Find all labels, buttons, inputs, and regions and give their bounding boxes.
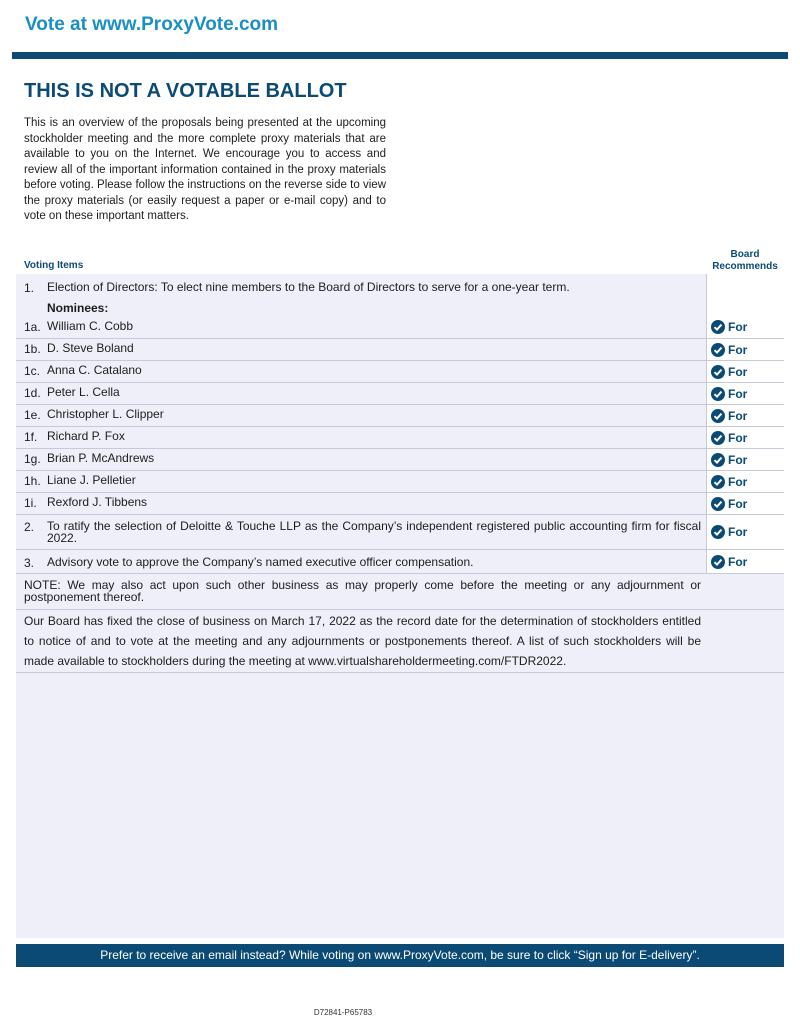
record-date-row [16,610,784,673]
check-circle-icon [711,431,725,445]
header-rule [12,52,788,59]
recommendation-label: For [728,453,748,467]
nominee-number: 1b. [24,342,41,356]
recommendation [711,555,747,569]
recommendation-cell [706,471,784,492]
nominee-number: 1e. [24,408,41,422]
item-1-row [16,274,784,339]
recommendation-cell [706,550,784,573]
voting-items-header: Voting Items [24,260,84,271]
board-header-line2: Recommends [712,261,778,272]
board-recommends-header [706,249,784,273]
e-delivery-banner: Prefer to receive an email instead? While voting on www.ProxyVote.com, be sure to click “Sign up for E-delivery”. [16,944,784,967]
check-circle-icon [711,320,725,334]
recommendation-label: For [728,343,748,357]
nominee-number: 1a. [24,320,41,334]
check-circle-icon [711,453,725,467]
nominee-row [16,383,784,405]
nominee-number: 1c. [24,364,41,378]
intro-paragraph: This is an overview of the proposals being presented at the upcoming stockholder meeting and the more complete proxy materials that are available to you on the Internet. We encourage you to access and review all of the important information contained in the proxy materials before voting. Please follow the instructions on the reverse side to view the proxy materials (or easily request a paper or e-mail copy) and to vote on these important matters. [24,117,386,222]
document-code: D72841-P65783 [313,1008,373,1017]
check-circle-icon [711,555,725,569]
nominee-name: Peter L. Cella [47,385,120,399]
nominee-name: Rexford J. Tibbens [47,495,148,509]
nominee-row [16,339,784,361]
nominee-number: 1g. [24,452,41,466]
recommendation-label: For [728,525,748,539]
check-circle-icon [711,387,725,401]
nominee-name: Richard P. Fox [47,429,125,443]
recommendation [711,365,747,379]
check-circle-icon [711,343,725,357]
recommendation-cell [706,405,784,426]
recommendation-label: For [728,475,748,489]
recommendation-label: For [728,497,748,511]
page-title: THIS IS NOT A VOTABLE BALLOT [24,80,347,102]
item-text: Advisory vote to approve the Company’s named executive officer compensation. [47,555,474,569]
board-header-line1: Board [730,249,760,260]
nominee-name: William C. Cobb [47,319,134,333]
recommendation-label: For [728,431,748,445]
item-2-row [16,515,784,550]
nominee-row [16,449,784,471]
nominee-number: 1h. [24,474,41,488]
check-circle-icon [711,365,725,379]
record-date-text: Our Board has fixed the close of business on March 17, 2022 as the record date for the determination of stockholders entitled to notice of and to vote at the meeting and any adjournments or postponements thereof. A list of such stockholders will be made available to stockholders during the meeting at www.virtualshareholdermeeting.com/FTDR2022. [24,614,701,668]
nominee-name: Liane J. Pelletier [47,473,136,487]
recommendation [711,431,747,445]
nominee-number: 1f. [24,430,38,444]
nominee-name: Anna C. Catalano [47,363,142,377]
recommendation-label: For [728,387,748,401]
item-3-row [16,550,784,574]
nominee-name: D. Steve Boland [47,341,134,355]
item-number: 1. [24,281,35,295]
recommendation-label: For [728,320,748,334]
check-circle-icon [711,525,725,539]
recommendation-cell [706,427,784,448]
recommendation-cell [706,339,784,360]
item-number: 3. [24,556,35,570]
recommendation-cell [706,274,784,338]
item-text: To ratify the selection of Deloitte & Touche LLP as the Company’s independent registered public accounting firm for fiscal 2022. [47,519,701,545]
check-circle-icon [711,497,725,511]
nominee-row [16,361,784,383]
recommendation-cell [706,493,784,514]
recommendation [711,453,747,467]
nominee-number: 1d. [24,386,41,400]
nominee-row [16,405,784,427]
check-circle-icon [711,409,725,423]
vote-url-heading: Vote at www.ProxyVote.com [25,14,279,35]
nominee-number: 1i. [24,496,37,510]
recommendation-cell [706,515,784,549]
recommendation [711,320,747,334]
recommendation-cell [706,383,784,404]
recommendation [711,475,747,489]
nominees-label: Nominees: [47,301,109,315]
nominee-row [16,471,784,493]
recommendation-cell [706,361,784,382]
nominee-row [16,427,784,449]
nominee-name: Christopher L. Clipper [47,407,164,421]
recommendation [711,387,747,401]
recommendation [711,525,747,539]
recommendation-label: For [728,409,748,423]
nominee-name: Brian P. McAndrews [47,451,155,465]
note-text: NOTE: We may also act upon such other business as may properly come before the meeting or any adjournment or postponement thereof. [24,578,701,604]
recommendation [711,343,747,357]
item-text: Election of Directors: To elect nine members to the Board of Directors to serve for a one-year term. [47,280,570,294]
nominee-row [16,493,784,515]
recommendation-cell [706,449,784,470]
recommendation [711,409,747,423]
recommendation-label: For [728,555,748,569]
recommendation [711,497,747,511]
item-number: 2. [24,520,35,534]
check-circle-icon [711,475,725,489]
recommendation-label: For [728,365,748,379]
note-row [16,574,784,610]
